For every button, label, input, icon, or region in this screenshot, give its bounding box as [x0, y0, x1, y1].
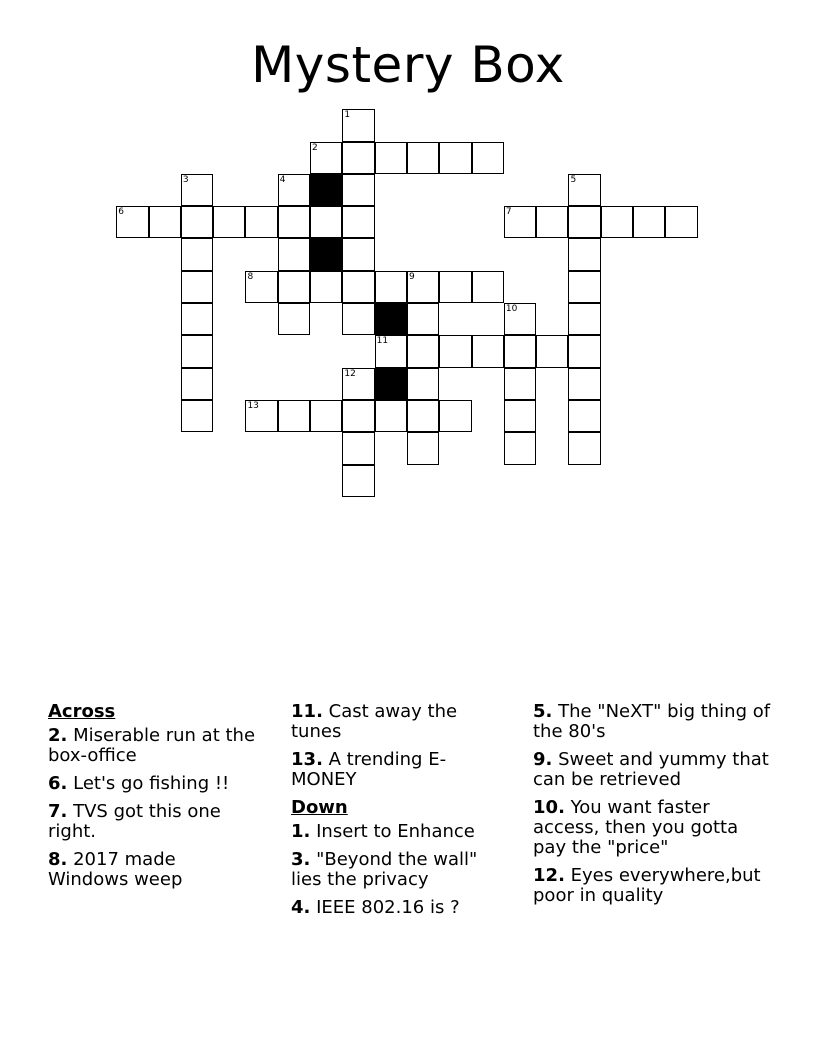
grid-cell[interactable]: [439, 271, 471, 303]
grid-cell[interactable]: [568, 303, 600, 335]
grid-cell-11[interactable]: [375, 335, 407, 367]
clues-column-1: [48, 702, 258, 898]
clue-text: 2017 made Windows weep: [48, 849, 183, 890]
cell-number: 1: [344, 110, 351, 121]
clue-number: 13: [291, 749, 317, 770]
grid-cell[interactable]: [407, 335, 439, 367]
grid-cell[interactable]: [472, 271, 504, 303]
cell-number: 6: [118, 207, 124, 218]
grid-cell[interactable]: [181, 206, 213, 238]
grid-cell[interactable]: [245, 206, 277, 238]
clue-number: 3: [291, 849, 304, 870]
clue-across-2: 2. Miserable run at the box-office: [48, 725, 256, 766]
grid-cell-4[interactable]: [278, 174, 310, 206]
grid-cell[interactable]: [472, 335, 504, 367]
clue-down-3: 3. "Beyond the wall" lies the privacy: [291, 849, 478, 890]
grid-cell[interactable]: [472, 142, 504, 174]
grid-cell-5[interactable]: [568, 174, 600, 206]
grid-cell[interactable]: [568, 238, 600, 270]
grid-cell[interactable]: [568, 368, 600, 400]
grid-cell[interactable]: [181, 303, 213, 335]
black-cell: [310, 238, 342, 270]
grid-cell[interactable]: [181, 335, 213, 367]
grid-cell[interactable]: [342, 142, 374, 174]
black-cell: [310, 174, 342, 206]
grid-cell[interactable]: [407, 142, 439, 174]
clue-text: A trending E-MONEY: [291, 749, 447, 790]
grid-cell[interactable]: [568, 400, 600, 432]
clues-column-3: [533, 702, 773, 914]
grid-cell[interactable]: [407, 400, 439, 432]
grid-cell[interactable]: [568, 271, 600, 303]
cell-number: 7: [505, 207, 512, 218]
grid-cell[interactable]: [407, 432, 439, 464]
grid-cell[interactable]: [439, 142, 471, 174]
grid-cell[interactable]: [375, 271, 407, 303]
grid-cell[interactable]: [181, 271, 213, 303]
grid-cell[interactable]: [568, 432, 600, 464]
cell-number: 4: [279, 174, 286, 185]
grid-cell-13[interactable]: [245, 400, 277, 432]
clue-number: 1: [291, 821, 304, 842]
grid-cell-1[interactable]: [342, 109, 374, 141]
grid-cell[interactable]: [149, 206, 181, 238]
puzzle-title: Mystery Box: [251, 36, 565, 94]
grid-cell[interactable]: [504, 368, 536, 400]
grid-cell[interactable]: [310, 271, 342, 303]
cell-number: 5: [570, 174, 577, 185]
grid-cell[interactable]: [278, 271, 310, 303]
grid-cell[interactable]: [568, 335, 600, 367]
grid-cell-3[interactable]: [181, 174, 213, 206]
grid-cell[interactable]: [342, 238, 374, 270]
grid-cell-12[interactable]: [342, 368, 374, 400]
cell-number: 2: [312, 142, 318, 153]
grid-cell[interactable]: [407, 368, 439, 400]
grid-cell[interactable]: [310, 400, 342, 432]
clue-down-4: 4. IEEE 802.16 is ?: [291, 897, 460, 918]
grid-cell[interactable]: [568, 206, 600, 238]
across-heading: Across: [48, 701, 116, 722]
cell-number: 10: [505, 304, 518, 315]
clue-text: Eyes everywhere,but poor in quality: [533, 865, 761, 906]
grid-cell[interactable]: [504, 400, 536, 432]
cell-number: 9: [408, 271, 415, 282]
clue-number: 7: [48, 801, 61, 822]
clue-across-6: 6. Let's go fishing !!: [48, 773, 230, 794]
cell-number: 3: [182, 174, 189, 185]
clue-text: TVS got this one right.: [48, 801, 221, 842]
grid-cell[interactable]: [181, 400, 213, 432]
down-heading: Down: [291, 797, 348, 818]
grid-cell[interactable]: [213, 206, 245, 238]
grid-cell[interactable]: [342, 465, 374, 497]
grid-cell[interactable]: [504, 335, 536, 367]
clue-text: Let's go fishing !!: [73, 773, 230, 794]
clue-number: 9: [533, 749, 546, 770]
grid-cell-2[interactable]: [310, 142, 342, 174]
clue-text: "Beyond the wall" lies the privacy: [291, 849, 478, 890]
grid-cell-6[interactable]: [116, 206, 148, 238]
clue-text: IEEE 802.16 is ?: [316, 897, 460, 918]
grid-cell[interactable]: [601, 206, 633, 238]
clue-number: 2: [48, 725, 61, 746]
grid-cell[interactable]: [342, 174, 374, 206]
clues-column-2: [291, 702, 511, 926]
grid-cell[interactable]: [278, 238, 310, 270]
grid-cell[interactable]: [536, 335, 568, 367]
clue-down-10: 10. You want faster access, then you gotta pay the "price": [533, 797, 739, 858]
clue-down-12: 12. Eyes everywhere,but poor in quality: [533, 865, 761, 906]
grid-cell[interactable]: [181, 368, 213, 400]
grid-cell-7[interactable]: [504, 206, 536, 238]
clue-text: Insert to Enhance: [316, 821, 475, 842]
clue-across-7: 7. TVS got this one right.: [48, 801, 221, 842]
grid-cell-10[interactable]: [504, 303, 536, 335]
black-cell: [375, 368, 407, 400]
cell-number: 12: [344, 368, 356, 379]
grid-cell[interactable]: [504, 432, 536, 464]
clue-down-9: 9. Sweet and yummy that can be retrieved: [533, 749, 769, 790]
grid-cell[interactable]: [342, 271, 374, 303]
grid-cell[interactable]: [342, 206, 374, 238]
cell-number: 11: [376, 336, 389, 347]
grid-cell-8[interactable]: [245, 271, 277, 303]
grid-cell[interactable]: [375, 400, 407, 432]
crossword-grid: [0, 0, 816, 520]
grid-cell[interactable]: [278, 303, 310, 335]
clue-number: 10: [533, 797, 559, 818]
grid-cell[interactable]: [375, 142, 407, 174]
grid-cell[interactable]: [310, 206, 342, 238]
grid-cell[interactable]: [278, 400, 310, 432]
clue-text: You want faster access, then you gotta pay the "price": [533, 797, 739, 858]
clue-number: 5: [533, 701, 546, 722]
clue-text: Sweet and yummy that can be retrieved: [533, 749, 769, 790]
grid-cell[interactable]: [342, 303, 374, 335]
clue-across-13: 13. A trending E-MONEY: [291, 749, 447, 790]
clue-text: Miserable run at the box-office: [48, 725, 256, 766]
grid-cell-9[interactable]: [407, 271, 439, 303]
grid-cell[interactable]: [665, 206, 697, 238]
clue-number: 4: [291, 897, 304, 918]
grid-cell[interactable]: [181, 238, 213, 270]
clue-text: Cast away the tunes: [291, 701, 458, 742]
clue-text: The "NeXT" big thing of the 80's: [533, 701, 771, 742]
cell-number: 8: [247, 271, 254, 282]
clue-number: 6: [48, 773, 61, 794]
clue-number: 11: [291, 701, 317, 722]
grid-cell[interactable]: [407, 303, 439, 335]
clue-down-5: 5. The "NeXT" big thing of the 80's: [533, 701, 771, 742]
grid-cell[interactable]: [278, 206, 310, 238]
black-cell: [375, 303, 407, 335]
grid-cell[interactable]: [439, 400, 471, 432]
grid-cell[interactable]: [342, 432, 374, 464]
cell-number: 13: [247, 400, 259, 411]
grid-cell[interactable]: [439, 335, 471, 367]
clue-number: 12: [533, 865, 559, 886]
grid-cell[interactable]: [633, 206, 665, 238]
clue-across-8: 8. 2017 made Windows weep: [48, 849, 183, 890]
clue-down-1: 1. Insert to Enhance: [291, 821, 475, 842]
clue-across-11: 11. Cast away the tunes: [291, 701, 458, 742]
grid-cell[interactable]: [536, 206, 568, 238]
grid-cell[interactable]: [342, 400, 374, 432]
clue-number: 8: [48, 849, 61, 870]
